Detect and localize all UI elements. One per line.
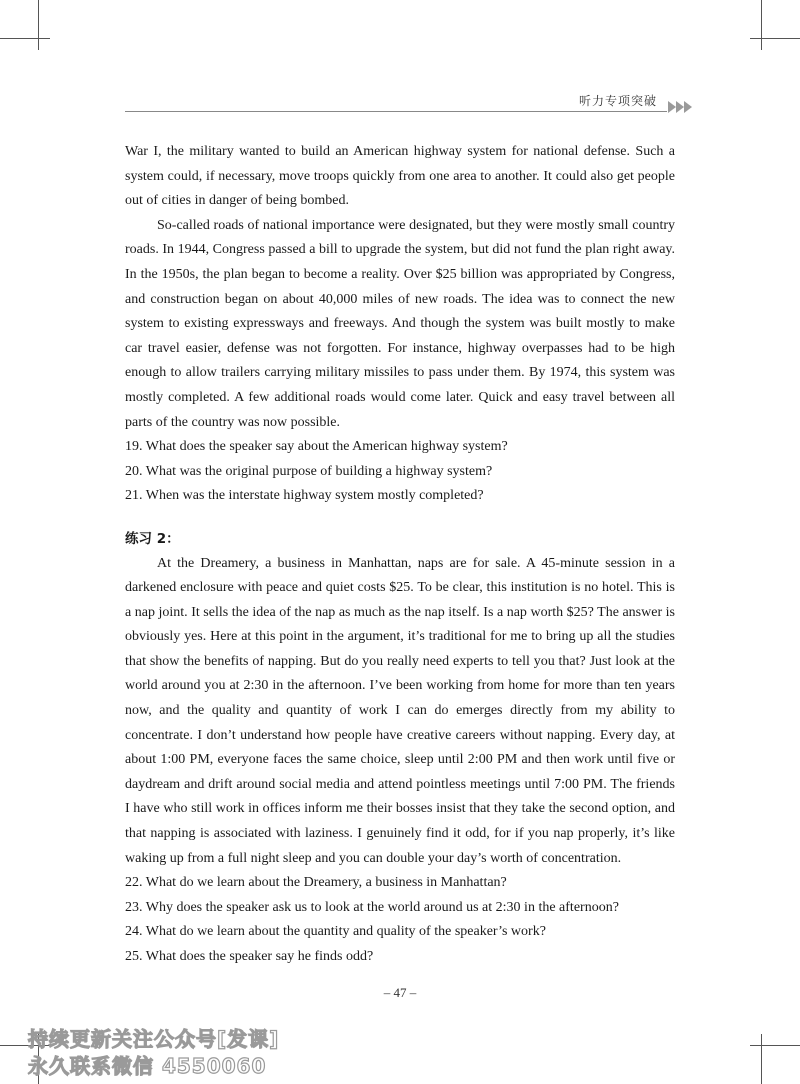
watermark-line-2: 永久联系微信 4550060	[28, 1054, 267, 1078]
question-22: 22. What do we learn about the Dreamery, a business in Manhattan?	[125, 875, 507, 891]
question-24: 24. What do we learn about the quantity and quality of the speaker’s work?	[125, 924, 546, 940]
question-20: 20. What was the original purpose of building a highway system?	[125, 463, 493, 479]
crop-mark-top-right-v	[761, 0, 762, 50]
question-21: 21. When was the interstate highway system mostly completed?	[125, 488, 484, 504]
paragraph-2: So-called roads of national importance were designated, but they were mostly small country roads. In 1944, Congress passed a bill to upgrade the system, but did not fund the plan right away. In the 1950s, the plan began to become a reality. Over $25 billion was appropriated by Congress, and construction began on about 40,000 miles of new roads. The idea was to connect the new system to existing expressways and freeways. And though the system was built mostly to make car travel easier, defense was not forgotten. For instance, highway overpasses had to be high enough to allow trailers carrying military missiles to pass under them. By 1974, this system was mostly completed. A few additional roads would come later. Quick and easy travel between all parts of the country was now possible.	[125, 217, 675, 430]
question-25: 25. What does the speaker say he finds odd?	[125, 949, 374, 964]
section-title-exercise-2: 练习 2：	[125, 530, 180, 547]
header-arrows-icon	[668, 101, 692, 113]
paragraph-3: At the Dreamery, a business in Manhattan, naps are for sale. A 45-minute session in a darkened enclosure with peace and quiet costs $25. To be clear, this institution is no hotel. This is a nap joint. It sells the idea of the nap as much as the nap itself. Is a nap worth $25? The answer is obviously yes. Here at this point in the argument, it’s traditional for me to bring up all the studies that show the benefits of napping. But do you really need experts to tell you that? Just look at the world around you at 2:30 in the afternoon. I’ve been working from home for more than ten years now, and the quality and quantity of work I can do emerges directly from my ability to concentrate. I don’t understand how people have creative careers without napping. Every day, at about 1:00 PM, everyone faces the same choice, sleep until 2:00 PM and then work until five or daydream and drift around social media and attend pointless meetings until 7:00 PM. The friends I have who still work in offices inform me their bosses insist that they take the second option, and that napping is associated with laziness. I genuinely find it odd, for if you nap properly, it’s like waking up from a full night sleep and you can double your day’s worth of concentration.	[125, 555, 675, 866]
header-rule	[125, 111, 667, 112]
crop-mark-top-left-v	[38, 0, 39, 50]
paragraph-1: War I, the military wanted to build an American highway system for national defense. Such a system could, if necessary, move troops quickly from one area to another. It could also get people out of cities in danger of being bombed.	[125, 144, 675, 209]
watermark-line-1: 持续更新关注公众号[发课]	[28, 1027, 280, 1051]
page-content	[125, 140, 675, 970]
crop-mark-bottom-right-v	[761, 1034, 762, 1084]
crop-mark-bottom-right-h	[750, 1045, 800, 1046]
question-23: 23. Why does the speaker ask us to look at the world around us at 2:30 in the afternoon?	[125, 899, 619, 915]
crop-mark-top-right-h	[750, 38, 800, 39]
running-header-title: 听力专项突破	[578, 94, 657, 108]
crop-mark-top-left-h	[0, 38, 50, 39]
question-19: 19. What does the speaker say about the American highway system?	[125, 439, 508, 455]
page-number: – 47 –	[383, 985, 417, 1000]
